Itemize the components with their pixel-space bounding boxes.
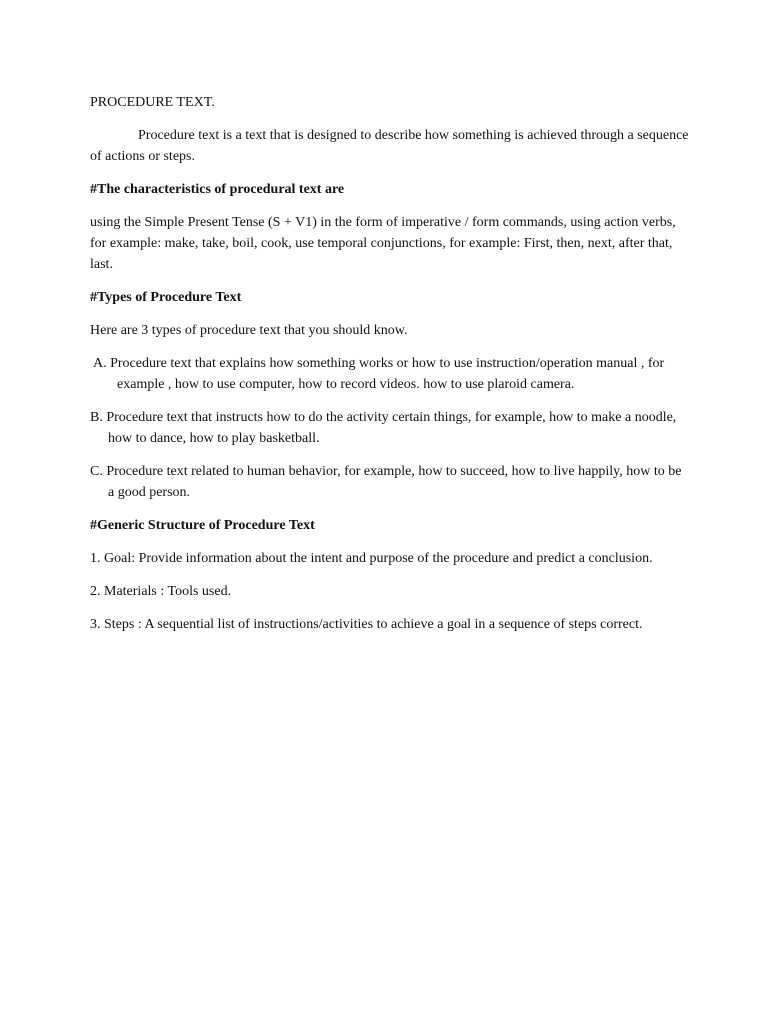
structure-item-materials: 2. Materials : Tools used. xyxy=(90,584,232,599)
structure-heading: #Generic Structure of Procedure Text xyxy=(90,518,315,533)
intro-paragraph: Procedure text is a text that is designed to describe how something is achieved through a sequence of actions or steps. xyxy=(90,128,689,164)
type-item-c: C. Procedure text related to human behavior, for example, how to succeed, how to live happily, how to be a good person. xyxy=(90,464,682,500)
structure-item-goal: 1. Goal: Provide information about the intent and purpose of the procedure and predict a conclusion. xyxy=(90,551,653,566)
type-item-b: B. Procedure text that instructs how to do the activity certain things, for example, how to make a noodle, how to dance, how to play basketball. xyxy=(90,410,677,446)
document-title: PROCEDURE TEXT. xyxy=(90,95,215,110)
types-intro-paragraph: Here are 3 types of procedure text that you should know. xyxy=(90,323,408,338)
type-item-a: A. Procedure text that explains how something works or how to use instruction/operation manual , for example , how to use computer, how to record videos. how to use plaroid camera. xyxy=(93,356,665,392)
document-body xyxy=(90,92,690,647)
structure-item-steps: 3. Steps : A sequential list of instructions/activities to achieve a goal in a sequence of steps correct. xyxy=(90,617,643,632)
characteristics-paragraph: using the Simple Present Tense (S + V1) in the form of imperative / form commands, using action verbs, for example: make, take, boil, cook, use temporal conjunctions, for example: First, then, next, after that, last. xyxy=(90,215,676,272)
types-heading: #Types of Procedure Text xyxy=(90,290,242,305)
characteristics-heading: #The characteristics of procedural text are xyxy=(90,182,345,197)
